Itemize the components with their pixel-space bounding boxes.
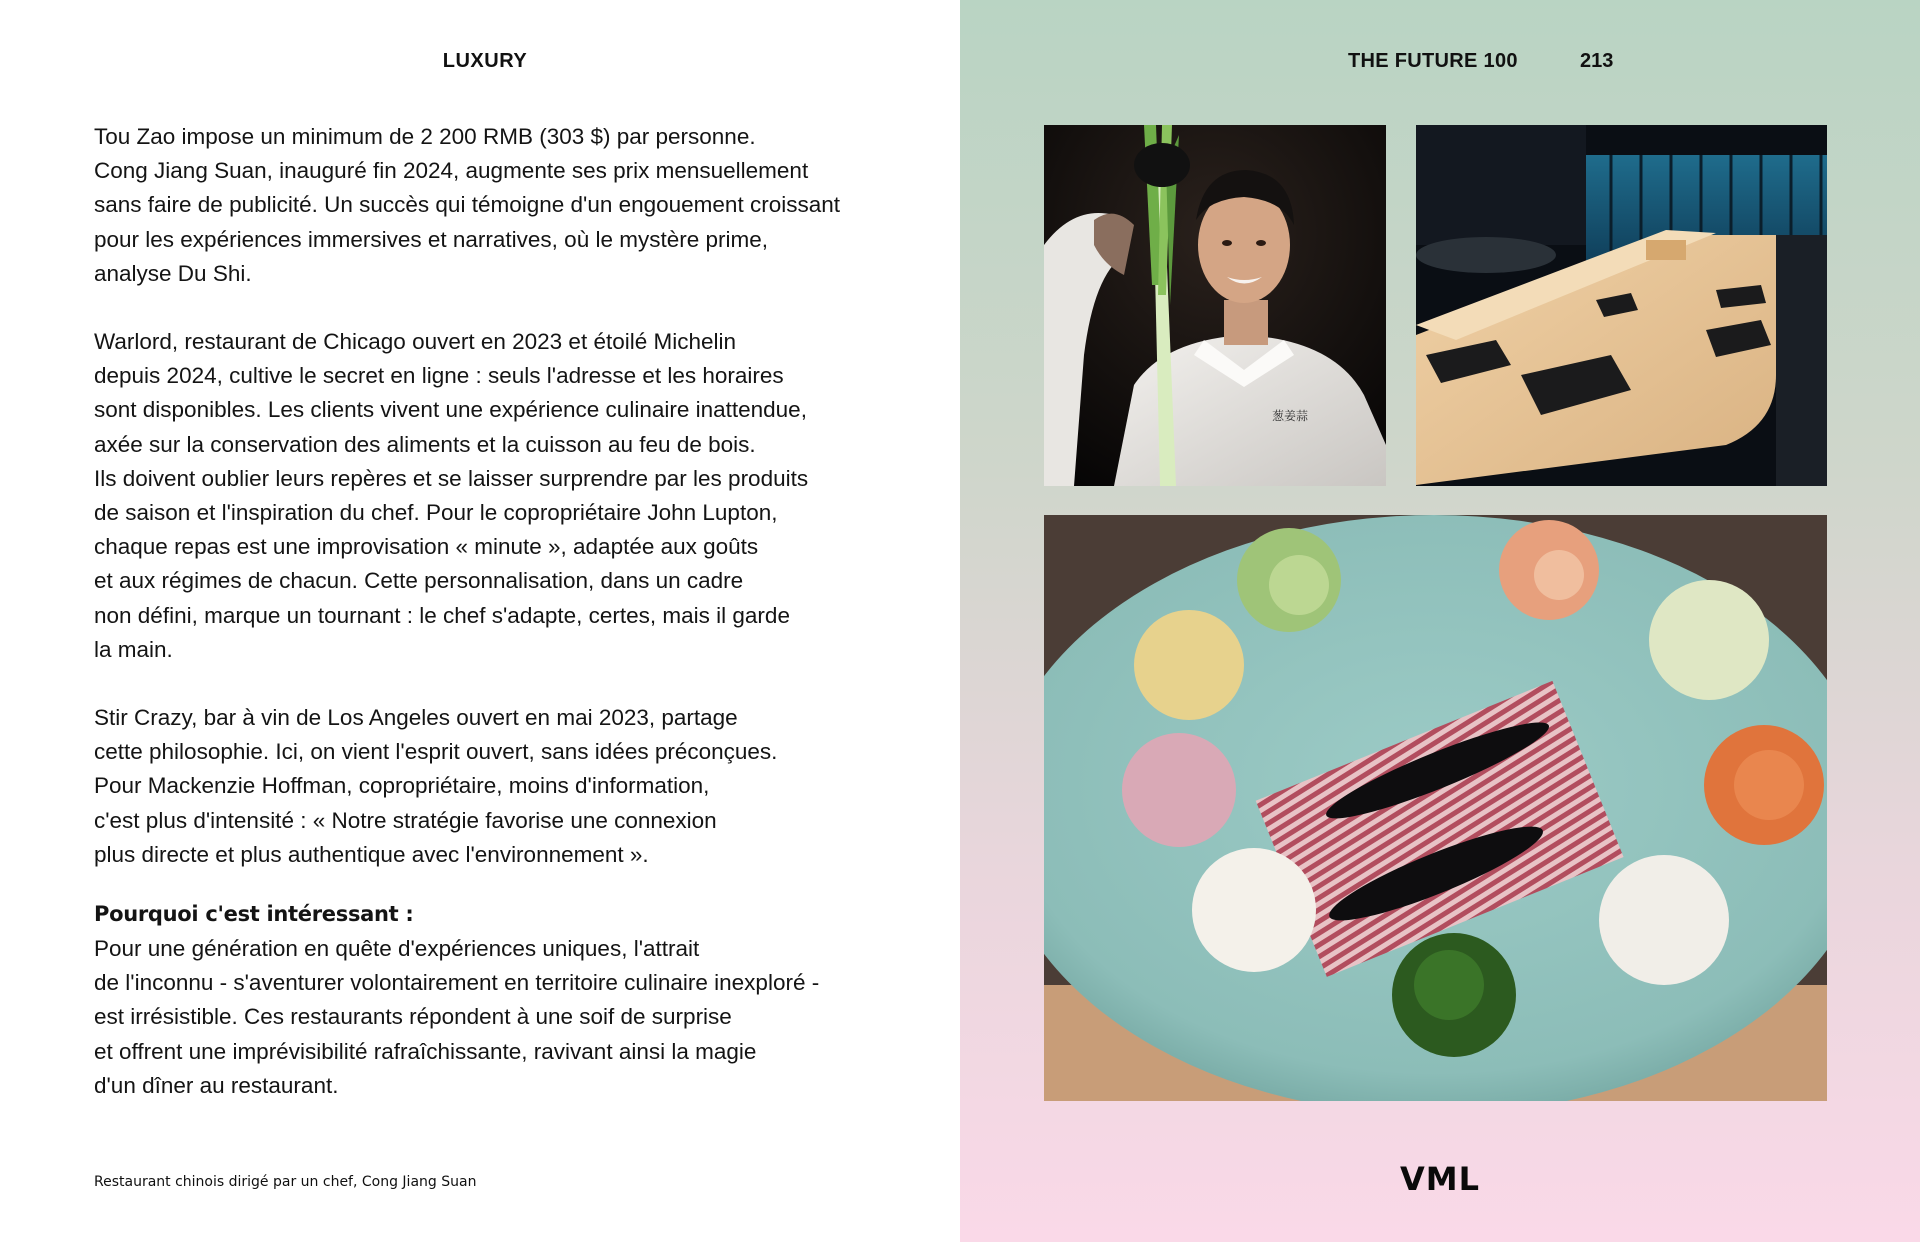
vml-logo: VML [1400, 1160, 1480, 1198]
why-interesting-heading: Pourquoi c'est intéressant : [94, 902, 414, 927]
paragraph-warlord: Warlord, restaurant de Chicago ouvert en 2023 et étoilé Michelin depuis 2024, cultive le secret en ligne : seuls l'adresse et les horaires sont disponibles. Les clients vivent une expérience culinaire inattendue, axée sur la conservation des aliments et la cuisson au feu de bois. Ils doivent oublier leurs repères et se laisser surprendre par les produits de saison et l'inspiration du chef. Pour le copropriétaire John Lupton, chaque repas est une improvisation « minute », adaptée aux goûts et aux régimes de chacun. Cette personnalisation, dans un cadre non défini, marque un tournant : le chef s'adapte, certes, mais il garde la main. [94, 329, 809, 662]
page-number: 213 [1580, 50, 1614, 72]
right-page [960, 0, 1920, 1242]
dining-counter-photo [1416, 125, 1827, 486]
photo-caption: Restaurant chinois dirigé par un chef, Cong Jiang Suan [94, 1174, 477, 1190]
chef-photo [1044, 125, 1386, 486]
chef-jacket-embroidery: 葱姜蒜 [1272, 409, 1309, 423]
section-label: LUXURY [442, 50, 528, 72]
publication-title: THE FUTURE 100 [1348, 50, 1518, 72]
dish-photo [1044, 515, 1827, 1101]
paragraph-tou-zao: Tou Zao impose un minimum de 2 200 RMB (303 $) par personne. Cong Jiang Suan, inauguré fin 2024, augmente ses prix mensuellement sans faire de publicité. Un succès qui témoigne d'un engouement croissant pour les expériences immersives et narratives, où le mystère prime, analyse Du Shi. [94, 124, 840, 286]
paragraph-conclusion: Pour une génération en quête d'expériences uniques, l'attrait de l'inconnu - s'aventurer volontairement en territoire culinaire inexploré - est irrésistible. Ces restaurants répondent à une soif de surprise et offrent une imprévisibilité rafraîchissante, ravivant ainsi la magie d'un dîner au restaurant. [94, 936, 820, 1098]
article-body [94, 120, 894, 1137]
paragraph-stir-crazy: Stir Crazy, bar à vin de Los Angeles ouvert en mai 2023, partage cette philosophie. Ici, on vient l'esprit ouvert, sans idées préconçues. Pour Mackenzie Hoffman, copropriétaire, moins d'information, c'est plus d'intensité : « Notre stratégie favorise une connexion plus directe et plus authentique avec l'environnement ». [94, 705, 778, 867]
